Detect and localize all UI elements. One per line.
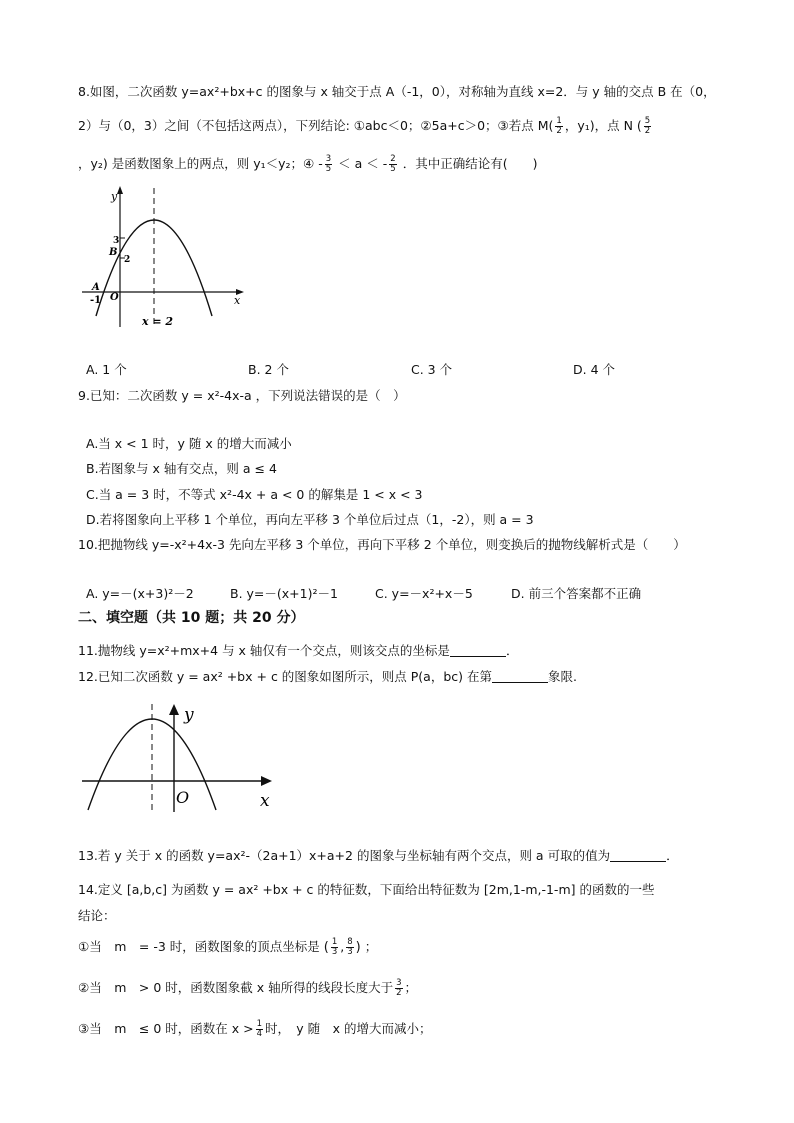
neg-sign-a: - [318,156,323,171]
q14-item3-text: ③当 m ≤ 0 时，函数在 x > [78,1021,254,1036]
q12-x-label: x [260,791,270,811]
symmetry-axis-label: x = 2 [142,315,174,328]
q10-option-b[interactable]: B. y=－(x+1)²－1 [230,586,338,601]
q8-line2 [78,116,653,136]
q9-option-b[interactable]: B.若图象与 x 轴有交点，则 a ≤ 4 [86,461,277,476]
y-axis-arrow [169,704,179,715]
q11-answer-blank[interactable] [450,644,506,657]
q12-parabola-graph [78,700,288,815]
q12-y-label: y [184,705,194,725]
q14-item1: ①当 m = -3 时，函数图象的顶点坐标是 ( $\frac{1}{3}$ , $\frac{8}{3}$ ) ； [78,937,378,957]
label-2: 2 [124,255,131,265]
q9-stem: 9.已知：二次函数 y = x²-4x-a ，下列说法错误的是（ ） [78,388,406,403]
q8-option-b[interactable]: B. 2 个 [248,362,289,377]
q12-text: 12.已知二次函数 y = ax² +bx + c 的图象如图所示，则点 P(a，bc) 在第 [78,669,492,684]
fraction-one-third: $\frac{1}{3}$ [331,937,338,957]
q10-option-c[interactable]: C. y=－x²+x－5 [375,586,473,601]
q9-option-c[interactable]: C.当 a = 3 时，不等式 x²-4x + a < 0 的解集是 1 < x < 3 [86,487,423,502]
q14-item2-end: ； [404,980,418,995]
q14-item2 [78,978,417,998]
q10-stem: 10.把抛物线 y=-x²+4x-3 先向左平移 3 个单位，再向下平移 2 个单位，则变换后的抛物线解析式是（ ） [78,537,686,552]
q12-origin-label: O [176,788,190,807]
q14-item3 [78,1019,432,1039]
q9-option-d[interactable]: D.若将图象向上平移 1 个单位，再向左平移 3 个单位后过点（1，-2），则 a = 3 [86,512,534,527]
q11-end: ． [505,643,519,658]
q14-line1: 14.定义 [a,b,c] 为函数 y = ax² +bx + c 的特征数，下面给出特征数为 [2m,1-m,-1-m] 的函数的一些 [78,882,655,897]
q8-option-a[interactable]: A. 1 个 [86,362,127,377]
q8-option-d[interactable]: D. 4 个 [573,362,615,377]
q10-option-d[interactable]: D. 前三个答案都不正确 [511,586,642,601]
fraction-eight-thirds: $\frac{8}{3}$ [347,937,353,957]
q8-line3 [78,154,537,174]
x-axis-arrow [261,776,272,786]
q11-line [78,641,518,659]
q13-line [78,846,679,864]
q12-end: 象限. [548,669,577,684]
q9-option-a[interactable]: A.当 x < 1 时，y 随 x 的增大而减小 [86,436,292,451]
q8-line2-text: 2）与（0，3）之间（不包括这两点），下列结论: ①abc＜0；②5a+c＞0；③若点 M( [78,118,554,133]
point-a-label: A [92,282,100,293]
q14-item1-text: ①当 m = -3 时，函数图象的顶点坐标是 [78,939,320,954]
q8-option-c[interactable]: C. 3 个 [411,362,453,377]
fraction-n: $\frac{5}{2}$ [644,116,651,136]
fraction-m: $\frac{1}{2}$ [556,116,562,136]
minus-one-label: -1 [90,295,102,306]
fraction-three-fifths: $\frac{3}{5}$ [325,154,332,174]
fraction-three-halves: $\frac{3}{2}$ [396,978,402,998]
q14-line2: 结论： [78,908,116,923]
q14-item1-end: ； [364,939,378,954]
q8-line1: 8.如图，二次函数 y=ax²+bx+c 的图象与 x 轴交于点 A（-1，0），对称轴为直线 x=2．与 y 轴的交点 B 在（0， [78,84,716,99]
fraction-one-quarter: $\frac{1}{4}$ [256,1019,262,1039]
q10-option-a[interactable]: A. y=－(x+3)²－2 [86,586,194,601]
label-3: 3 [113,236,120,246]
y-axis-arrow [117,186,123,194]
q8-origin-label: O [110,292,119,303]
q8-line2-mid: ，y₁)，点 N ( [564,118,642,133]
fraction-two-fifths: $\frac{2}{5}$ [390,154,396,174]
q8-x-label: x [234,294,241,307]
section-heading: 二、填空题（共 10 题；共 20 分） [78,610,305,626]
q14-item2-text: ②当 m > 0 时，函数图象截 x 轴所得的线段长度大于 [78,980,394,995]
q13-answer-blank[interactable] [610,849,666,862]
q8-line3-a: ，y₂) 是函数图象上的两点，则 y₁＜y₂；④ [78,156,315,171]
neg-sign-b: - [382,156,388,171]
q8-line3-b: ＜ a ＜ [338,156,379,171]
q8-y-label: y [111,190,118,203]
q12-answer-blank[interactable] [492,670,548,683]
q8-parabola-graph [78,182,258,332]
q8-line3-c: ．其中正确结论有( ) [402,156,538,171]
q13-end: ． [666,848,679,863]
q12-line [78,667,577,685]
q13-text: 13.若 y 关于 x 的函数 y=ax²-（2a+1）x+a+2 的图象与坐标轴有两个交点，则 a 可取的值为 [78,848,611,863]
q14-item3-end: 时， y 随 x 的增大而减小； [265,1021,432,1036]
point-b-label: B [109,247,118,258]
q11-text: 11.抛物线 y=x²+mx+4 与 x 轴仅有一个交点，则该交点的坐标是 [78,643,450,658]
